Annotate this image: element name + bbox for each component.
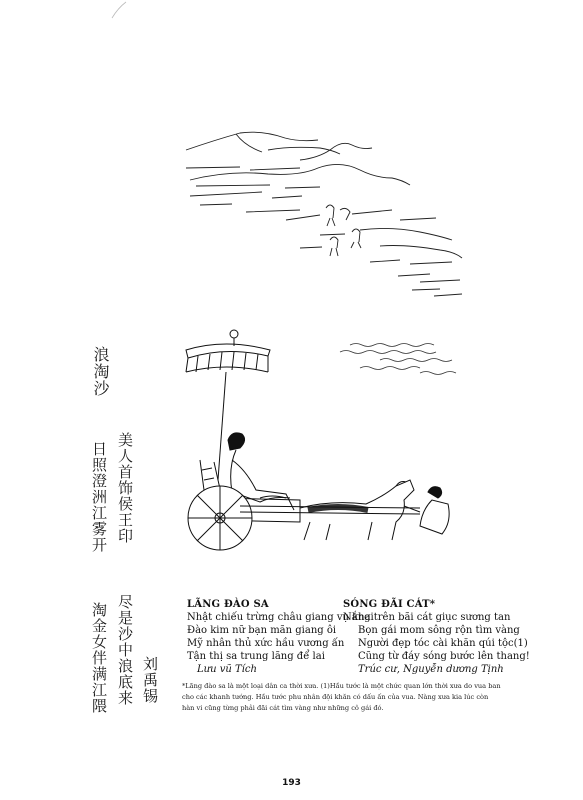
poem-right-title: SÓNG ĐÃI CÁT* bbox=[343, 599, 436, 610]
cart-scene bbox=[186, 330, 449, 550]
poem-left-author: Lưu vũ Tích bbox=[197, 664, 257, 675]
page-number: 193 bbox=[282, 778, 301, 788]
poem-right-line: Bọn gái mom sông rộn tìm vàng bbox=[358, 625, 520, 636]
poem-right-author: Trúc cư, Nguyễn dương Tịnh bbox=[358, 664, 504, 675]
poem-left-line: Đào kim nữ bạn mãn giang ôi bbox=[187, 625, 337, 636]
poem-left-line: Nhật chiếu trừng châu giang vụ khai bbox=[187, 612, 374, 623]
poem-right-line: Nắng trên bãi cát giục sương tan bbox=[343, 612, 511, 623]
poem-left-title: LÃNG ĐÀO SA bbox=[187, 599, 269, 610]
chinese-author: 刘禹锡 bbox=[141, 656, 159, 704]
chinese-line-4: 淘金女伴满江隈 bbox=[90, 602, 108, 714]
chinese-line-2: 日照澄洲江雾开 bbox=[90, 441, 108, 553]
poem-left-line: Tận thị sa trung lãng để lai bbox=[187, 651, 325, 662]
chinese-line-1: 美人首饰侯王印 bbox=[116, 432, 134, 544]
footnote: *Lãng đào sa là một loại dân ca thời xưa. (1)Hầu tước là một chức quan lớn thời xưa do vua ban cho các khanh tướng. Hầu tước phu nhân đội khăn có dấu ấn của vua. Nàng xưa kia lúc còn hàn vi cũng từng phải đãi cát tìm vàng như những cô gái đó. bbox=[182, 682, 501, 712]
poem-right-line: Cũng từ đáy sóng bước lên thang! bbox=[358, 651, 530, 662]
poem-right-line: Người đẹp tóc cài khăn qúi tộc(1) bbox=[358, 638, 528, 649]
poem-left-line: Mỹ nhân thủ xức hầu vương ấn bbox=[187, 638, 345, 649]
river-landscape bbox=[186, 132, 462, 296]
water-waves bbox=[340, 344, 456, 375]
chinese-line-3: 尽是沙中浪底来 bbox=[116, 594, 134, 706]
poem-vietnamese-translation bbox=[343, 598, 530, 676]
chinese-title: 浪淘沙 bbox=[91, 346, 110, 397]
